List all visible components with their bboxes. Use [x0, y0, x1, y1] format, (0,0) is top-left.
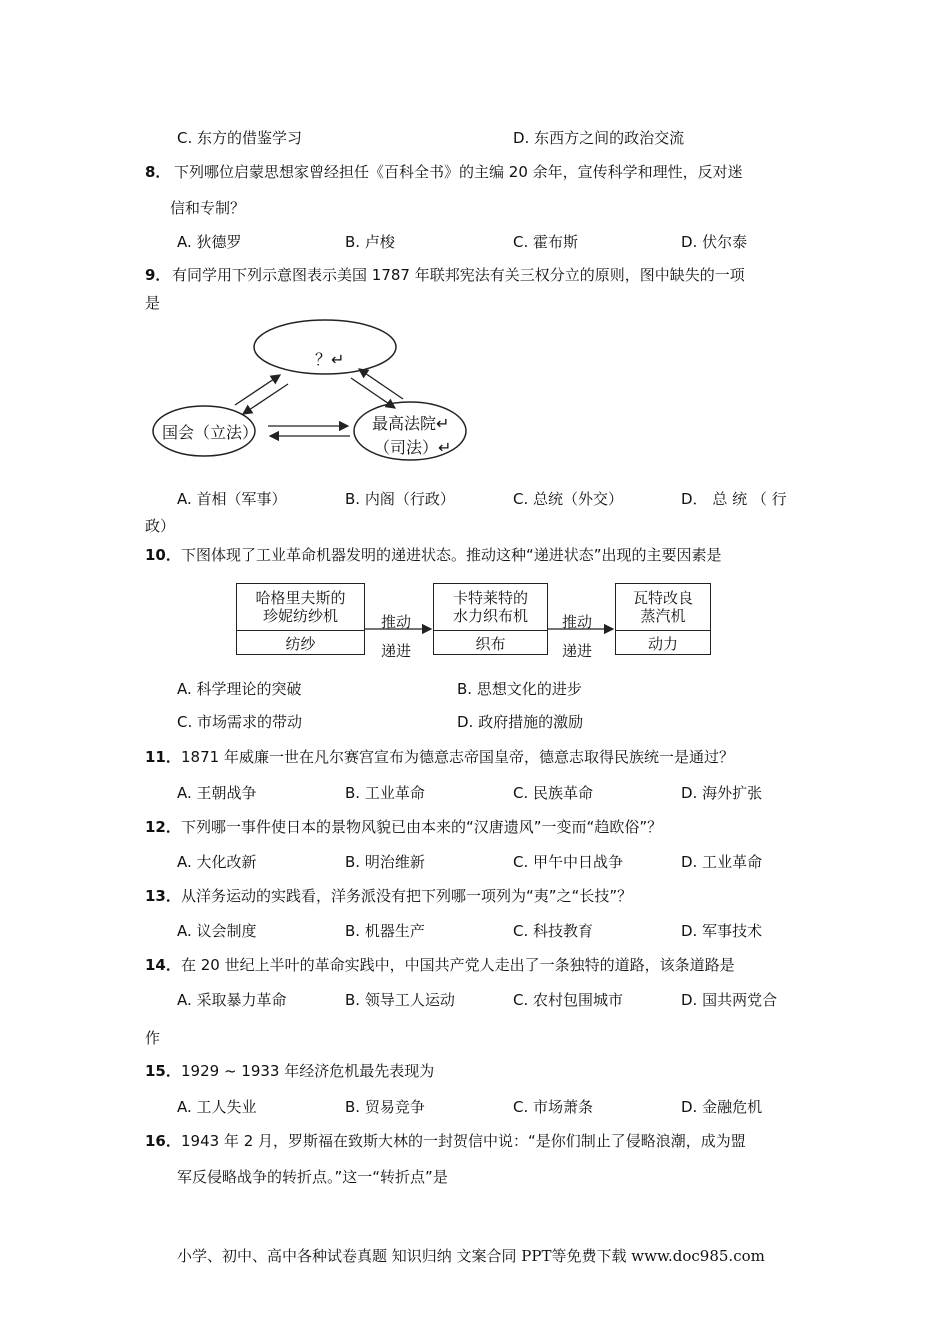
q14-stem: 在 20 世纪上半叶的革命实践中，中国共产党人走出了一条独特的道路，该条道路是 [181, 956, 735, 974]
flow-box2-line1: 卡特莱特的 [452, 589, 528, 607]
q12-option-b: B. 明治维新 [345, 853, 425, 871]
page-footer: 小学、初中、高中各种试卷真题 知识归纳 文案合同 PPT等免费下载 www.doc985.com [177, 1247, 765, 1265]
q13-option-c: C. 科技教育 [513, 922, 594, 940]
q15-option-c: C. 市场萧条 [513, 1098, 594, 1116]
q7-option-c: C. 东方的借鉴学习 [177, 129, 303, 147]
q14-option-a: A. 采取暴力革命 [177, 991, 287, 1009]
flow-box-spinning-jenny [236, 583, 365, 655]
q13-option-d: D. 军事技术 [681, 922, 763, 940]
congress-label: 国会（立法） [162, 423, 259, 442]
q13-stem: 从洋务运动的实践看，洋务派没有把下列哪一项列为“夷”之“长技”？ [181, 887, 633, 905]
flow-box1-line2: 珍妮纺纱机 [262, 607, 338, 625]
q11-option-c: C. 民族革命 [513, 784, 594, 802]
q12-option-a: A. 大化改新 [177, 853, 257, 871]
q13-option-a: A. 议会制度 [177, 922, 257, 940]
q15-stem: 1929 ~ 1933 年经济危机最先表现为 [181, 1062, 435, 1080]
q15-option-b: B. 贸易竞争 [345, 1098, 425, 1116]
q8-option-a: A. 狄德罗 [177, 233, 242, 251]
q10-option-c: C. 市场需求的带动 [177, 713, 303, 731]
arrow-congress-to-top [235, 375, 280, 405]
q9-stem-line2: 是 [145, 294, 161, 312]
q14-option-d-wrap: 作 [145, 1029, 161, 1047]
flow-box-water-frame [433, 583, 548, 655]
supreme-court-label-line2: （司法）↵ [374, 438, 452, 457]
flow-box2-line2: 水力织布机 [452, 607, 528, 625]
q8-stem-line2: 信和专制？ [170, 199, 246, 217]
arrow-top-to-congress [243, 384, 288, 414]
q13-number: 13． [145, 887, 181, 905]
q8-number: 8． [145, 163, 171, 181]
q16-stem-line1: 1943 年 2 月，罗斯福在致斯大林的一封贺信中说：“是你们制止了侵略浪潮，成为盟 [181, 1132, 746, 1150]
q8-option-c: C. 霍布斯 [513, 233, 579, 251]
q12-option-c: C. 甲午中日战争 [513, 853, 624, 871]
q11-stem: 1871 年威廉一世在凡尔赛宫宣布为德意志帝国皇帝，德意志取得民族统一是通过？ [181, 748, 734, 766]
q15-option-a: A. 工人失业 [177, 1098, 257, 1116]
q9-option-a: A. 首相（军事） [177, 490, 287, 508]
q14-number: 14． [145, 956, 181, 974]
q12-number: 12． [145, 818, 181, 836]
flow-box1-bottom: 纺纱 [285, 634, 316, 653]
q10-option-b: B. 思想文化的进步 [457, 680, 582, 698]
q9-stem-line1: 有同学用下列示意图表示美国 1787 年联邦宪法有关三权分立的原则，图中缺失的一项 [172, 266, 745, 284]
q9-option-d: D． 总 统 （ 行 [681, 490, 787, 508]
flow-box-steam-engine [615, 583, 711, 655]
arrow-court-to-top [359, 369, 403, 399]
q16-number: 16． [145, 1132, 181, 1150]
q8-stem-line1: 下列哪位启蒙思想家曾经担任《百科全书》的主编 20 余年，宣传科学和理性，反对迷 [174, 163, 743, 181]
q7-option-d: D. 东西方之间的政治交流 [513, 129, 685, 147]
q8-option-d: D. 伏尔泰 [681, 233, 748, 251]
q11-option-a: A. 王朝战争 [177, 784, 257, 802]
q14-option-c: C. 农村包围城市 [513, 991, 624, 1009]
flow-box1-line1: 哈格里夫斯的 [255, 589, 346, 607]
flow-push-label-1: 推动 [381, 613, 412, 631]
arrow-top-to-court [351, 378, 395, 408]
q10-option-d: D. 政府措施的激励 [457, 713, 584, 731]
q15-number: 15． [145, 1062, 181, 1080]
flow-box3-bottom: 动力 [647, 634, 678, 653]
q8-option-b: B. 卢梭 [345, 233, 395, 251]
q16-stem-line2: 军反侵略战争的转折点。”这一“转折点”是 [177, 1168, 448, 1186]
q9-number: 9． [145, 266, 171, 284]
flow-box3-line1: 瓦特改良 [632, 589, 693, 607]
q11-option-d: D. 海外扩张 [681, 784, 763, 802]
flow-progress-label-2: 递进 [562, 642, 593, 660]
q14-option-b: B. 领导工人运动 [345, 991, 455, 1009]
q14-option-d: D. 国共两党合 [681, 991, 778, 1009]
q12-option-d: D. 工业革命 [681, 853, 763, 871]
flow-box3-line2: 蒸汽机 [640, 607, 686, 625]
q10-option-a: A. 科学理论的突破 [177, 680, 302, 698]
q15-option-d: D. 金融危机 [681, 1098, 763, 1116]
q11-option-b: B. 工业革命 [345, 784, 425, 802]
q13-option-b: B. 机器生产 [345, 922, 425, 940]
q10-stem: 下图体现了工业革命机器发明的递进状态。推动这种“递进状态”出现的主要因素是 [181, 546, 722, 564]
supreme-court-label-line1: 最高法院↵ [372, 414, 450, 433]
flow-box2-bottom: 织布 [475, 634, 506, 653]
q12-stem: 下列哪一事件使日本的景物风貌已由本来的“汉唐遗风”一变而“趋欧俗”？ [181, 818, 663, 836]
q9-option-b: B. 内阁（行政） [345, 490, 455, 508]
q10-number: 10． [145, 546, 181, 564]
q9-option-c: C. 总统（外交） [513, 490, 624, 508]
flow-push-label-2: 推动 [562, 613, 593, 631]
flow-progress-label-1: 递进 [381, 642, 412, 660]
q11-number: 11． [145, 748, 181, 766]
missing-branch-label: ？↵ [315, 350, 345, 369]
separation-of-powers-diagram [140, 315, 480, 465]
q9-option-d-wrap: 政） [145, 517, 176, 535]
